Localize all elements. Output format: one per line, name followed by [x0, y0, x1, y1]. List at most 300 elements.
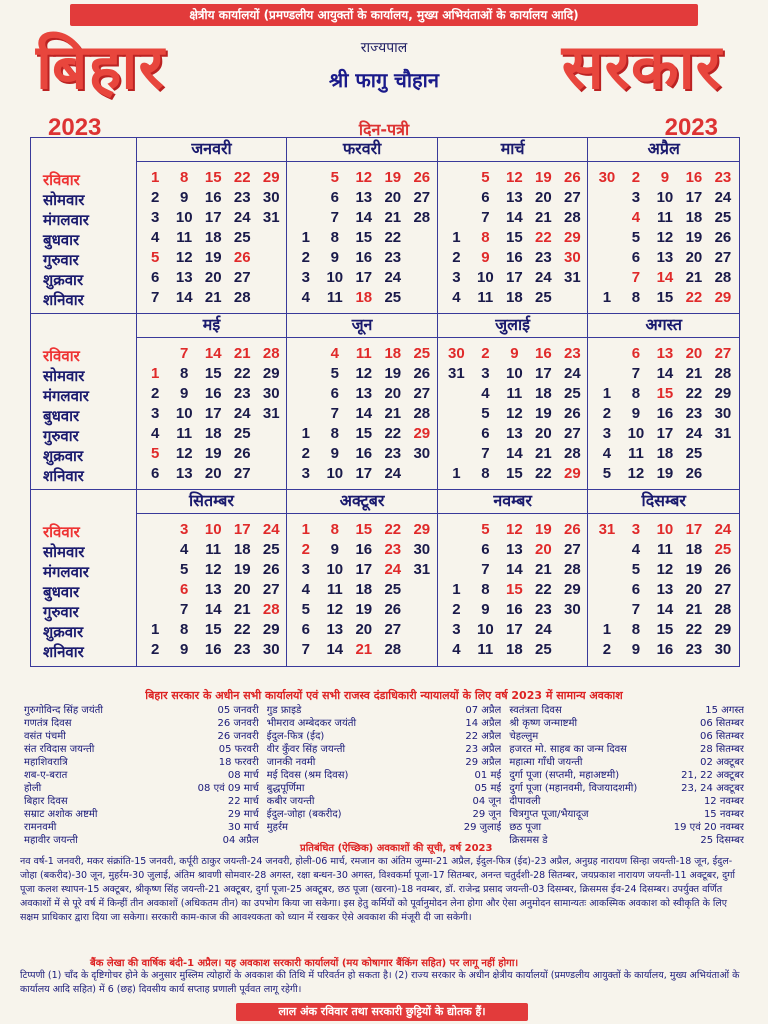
date-cell: 20	[204, 269, 222, 286]
month-name: सितम्बर	[137, 490, 287, 514]
date-cell: 9	[510, 345, 519, 362]
week-column	[529, 344, 558, 484]
date-cell: 12	[355, 169, 373, 186]
date-cell	[442, 560, 471, 580]
date-cell: 25	[685, 445, 703, 462]
date-cell: 28	[413, 209, 431, 226]
date-cell: 11	[176, 425, 193, 442]
date-cell: 26	[262, 561, 280, 578]
date-cell: 30	[564, 601, 581, 618]
date-cell: 6	[631, 249, 641, 266]
holiday-name: शब-ए-बरात	[24, 770, 68, 781]
date-cell	[257, 444, 286, 464]
week-column	[170, 344, 199, 484]
date-cell: 26	[564, 521, 581, 538]
week-column	[500, 344, 529, 484]
date-cell: 23	[564, 345, 581, 362]
date-cell: 20	[535, 425, 552, 442]
date-cell: 27	[413, 189, 431, 206]
date-cell: 17	[355, 465, 373, 482]
date-cell: 25	[384, 581, 402, 598]
header	[6, 26, 762, 144]
date-cell: 12	[506, 405, 523, 422]
date-cell	[407, 288, 436, 308]
date-cell: 4	[330, 345, 339, 362]
date-cell: 27	[262, 581, 280, 598]
date-cell: 27	[714, 345, 732, 362]
date-cell	[442, 404, 471, 424]
date-cell: 22	[685, 621, 703, 638]
date-cell	[257, 228, 286, 248]
optional-holidays-notes	[20, 855, 748, 926]
week-column	[621, 520, 650, 660]
holiday-date: 05 फरवरी	[218, 744, 259, 755]
date-cell	[708, 464, 737, 484]
date-cell: 3	[481, 365, 490, 382]
date-cell: 13	[506, 541, 523, 558]
date-cell: 5	[151, 445, 160, 462]
date-grid	[588, 162, 739, 308]
date-cell: 4	[481, 385, 490, 402]
holiday-name: श्री कृष्ण जन्माष्टमी	[509, 718, 578, 729]
holiday-name: स्वतंत्रता दिवस	[509, 705, 562, 716]
date-cell: 27	[233, 269, 251, 286]
date-cell: 28	[714, 269, 732, 286]
date-cell: 29	[262, 169, 280, 186]
holiday-row	[509, 782, 744, 795]
date-cell: 25	[535, 641, 552, 658]
date-cell: 21	[355, 641, 373, 658]
holiday-row	[509, 834, 744, 847]
date-cell: 19	[535, 405, 552, 422]
holiday-name: सम्राट अशोक अष्टमी	[24, 809, 98, 820]
date-cell: 14	[175, 289, 193, 306]
date-cell: 18	[506, 289, 523, 306]
holiday-name: गुरुगोविन्द सिंह जयंती	[24, 705, 103, 716]
date-cell: 14	[656, 269, 674, 286]
date-cell: 24	[233, 209, 251, 226]
week-column	[592, 168, 621, 308]
date-cell: 3	[602, 425, 612, 442]
date-cell: 7	[481, 445, 490, 462]
holiday-name: दुर्गा पूजा (महानवमी, विजयादशमी)	[509, 783, 638, 794]
month-panel	[588, 490, 739, 666]
notes-text: नव वर्ष-1 जनवरी, मकर संक्रांति-15 जनवरी, कर्पूरी ठाकुर जयन्ती-24 जनवरी, होली-06 मार्च, रमजान का अंतिम जुम्मा-21 अप्रैल, ईदुल-फित्र (ईद)-23 अप्रैल, अनुग्रह नारायण सिन्हा जयन्ती-18 जून, ईदुल-जोहा (बकरीद)-30 जून, मुहर्रम-30 जुलाई, अंतिम श्रावणी सोमवार-28 अगस्त, रक्षा बन्धन-30 अगस्त, विश्वकर्मा पूजा-17 सितम्बर, अनन्त चतुर्दशी-28 सितम्बर, जयप्रकाश नारायण जयन्ती-11 अक्टूबर, दुर्गा पूजा कलश स्थापन-15 अक्टूबर, श्रीकृष्ण सिंह जयन्ती-21 अक्टूबर, दुर्गा पूजा-25 अक्टूबर, छठ पूजा (खरना)-18 नवम्बर, डॉ. राजेन्द्र प्रसाद जयन्ती-03 दिसम्बर, क्रिसमस ईव-24 दिसम्बर। उपर्युक्त वर्णित अवकाशों में से पूरे वर्ष में किन्हीं तीन अवकाशों (अधिकतम तीन) का उपभोग किया जा सकेगा। इस हेतु कर्मियों को पूर्वानुमोदन लेना होगा और ऐसा अनुमोदन सामान्यतः आकस्मिक अवकाश को स्वीकृति के लिए सक्षम प्राधिकार द्वारा दिया जा सकेगा। सरकारी काम-काज की आवश्यकता को ध्यान में रखकर ऐसे अवकाश की मंजूरी दी जा सकेगी।	[20, 856, 735, 923]
date-cell: 15	[355, 229, 373, 246]
holiday-date: 02 अक्टूबर	[700, 757, 745, 768]
date-cell: 13	[506, 189, 523, 206]
date-cell: 3	[631, 521, 641, 538]
date-cell: 23	[384, 249, 402, 266]
date-cell: 29	[564, 229, 581, 246]
month-panel	[137, 314, 288, 489]
date-cell: 11	[326, 289, 343, 306]
date-cell: 23	[685, 405, 703, 422]
date-cell: 2	[602, 405, 612, 422]
date-cell: 14	[506, 445, 523, 462]
week-column	[320, 344, 349, 484]
date-cell: 7	[631, 601, 641, 618]
date-cell: 18	[204, 425, 222, 442]
holiday-row	[267, 756, 502, 769]
date-cell: 21	[204, 289, 222, 306]
week-column	[141, 344, 170, 484]
week-column	[679, 168, 708, 308]
weekday-label: सोमवार	[43, 191, 85, 209]
date-cell: 3	[151, 209, 160, 226]
date-cell: 15	[656, 621, 674, 638]
weekday-column	[31, 138, 137, 313]
holiday-date: 04 जून	[472, 796, 502, 807]
date-cell	[141, 560, 170, 580]
holiday-row	[24, 795, 259, 808]
holiday-name: रामनवमी	[24, 822, 57, 833]
date-cell: 10	[326, 269, 344, 286]
date-cell: 31	[564, 269, 581, 286]
date-cell: 16	[685, 169, 703, 186]
date-cell: 24	[535, 621, 552, 638]
date-cell: 24	[262, 521, 280, 538]
date-cell: 15	[506, 465, 523, 482]
date-cell	[592, 188, 621, 208]
week-column	[141, 168, 170, 308]
date-cell: 12	[204, 561, 222, 578]
date-cell: 19	[204, 445, 222, 462]
date-cell	[141, 520, 170, 540]
week-column	[592, 520, 621, 660]
date-cell: 12	[656, 561, 674, 578]
holiday-name: क्रिसमस डे	[509, 835, 548, 846]
holiday-row	[509, 769, 744, 782]
date-cell: 18	[233, 541, 251, 558]
date-cell: 9	[481, 601, 490, 618]
date-cell: 18	[355, 289, 373, 306]
holiday-column	[505, 704, 748, 847]
date-cell: 14	[506, 209, 523, 226]
holiday-date: 29 मार्च	[227, 809, 259, 820]
date-cell: 4	[631, 209, 641, 226]
date-cell: 26	[233, 249, 251, 266]
week-column	[257, 520, 286, 660]
date-cell: 1	[452, 229, 461, 246]
holiday-date: 08 एवं 09 मार्च	[197, 783, 259, 794]
date-cell: 10	[326, 465, 344, 482]
date-grid	[287, 338, 437, 484]
holiday-row	[24, 717, 259, 730]
holiday-name: चेहल्लुम	[509, 731, 539, 742]
date-cell: 5	[481, 169, 490, 186]
date-cell: 1	[452, 581, 461, 598]
month-panel	[137, 490, 288, 666]
date-cell: 2	[151, 641, 160, 658]
date-cell: 25	[233, 229, 251, 246]
date-cell: 29	[564, 465, 581, 482]
date-cell: 1	[301, 425, 310, 442]
date-cell: 26	[413, 169, 431, 186]
date-cell: 20	[535, 189, 552, 206]
date-cell: 22	[535, 465, 552, 482]
date-grid	[137, 162, 287, 308]
holiday-row	[267, 795, 502, 808]
date-cell: 31	[262, 209, 280, 226]
date-cell: 8	[631, 385, 641, 402]
date-cell: 17	[685, 189, 703, 206]
week-column	[592, 344, 621, 484]
date-cell: 13	[355, 385, 373, 402]
holiday-name: गणतंत्र दिवस	[24, 718, 72, 729]
date-cell	[291, 344, 320, 364]
date-cell	[592, 208, 621, 228]
date-cell: 2	[452, 249, 461, 266]
date-cell: 21	[685, 601, 703, 618]
date-cell: 18	[656, 445, 674, 462]
holiday-name: ईदुल-जोहा (बकरीद)	[266, 809, 342, 820]
date-cell: 2	[452, 601, 461, 618]
date-cell: 6	[481, 541, 490, 558]
date-cell: 21	[535, 561, 552, 578]
date-cell	[708, 444, 737, 464]
date-cell: 4	[452, 641, 461, 658]
holiday-name: कबीर जयन्ती	[266, 796, 315, 807]
week-column	[170, 168, 199, 308]
date-cell: 26	[685, 465, 703, 482]
date-cell: 12	[175, 445, 193, 462]
week-column	[228, 520, 257, 660]
date-cell	[442, 384, 471, 404]
holidays-title: बिहार सरकार के अधीन सभी कार्यालयों एवं सभी राजस्व दंडाधिकारी न्यायालयों के लिए वर्ष 2023 में सामान्य अवकाश	[145, 689, 623, 702]
date-cell: 29	[564, 581, 581, 598]
week-column	[257, 344, 286, 484]
holiday-name: मई दिवस (श्रम दिवस)	[266, 770, 349, 781]
date-cell: 23	[535, 249, 552, 266]
top-banner: क्षेत्रीय कार्यालयों (प्रमण्डलीय आयुक्तों के कार्यालय, मुख्य अभियंताओं के कार्यालय आदि)	[70, 4, 698, 26]
date-cell: 4	[631, 541, 641, 558]
date-cell: 24	[233, 405, 251, 422]
date-cell: 5	[301, 601, 310, 618]
date-cell	[407, 248, 436, 268]
date-cell: 28	[714, 601, 732, 618]
date-cell: 23	[714, 169, 732, 186]
date-cell	[257, 248, 286, 268]
holiday-name: वीर कुँवर सिंह जयन्ती	[266, 744, 346, 755]
date-cell	[592, 540, 621, 560]
date-cell: 4	[151, 425, 160, 442]
date-cell: 22	[384, 521, 402, 538]
week-column	[442, 520, 471, 660]
week-column	[558, 520, 587, 660]
date-cell: 15	[355, 425, 373, 442]
date-cell: 11	[628, 445, 644, 462]
weekday-label: मंगलवार	[43, 563, 89, 581]
holiday-row	[267, 717, 502, 730]
date-cell: 11	[355, 345, 372, 362]
date-cell: 9	[330, 541, 339, 558]
date-cell: 2	[301, 445, 310, 462]
week-column	[558, 168, 587, 308]
week-column	[199, 520, 228, 660]
calendar-block	[31, 490, 739, 666]
holiday-date: 12 नवम्बर	[703, 796, 745, 807]
month-name: जून	[287, 314, 437, 338]
holiday-name: वसंत पंचमी	[24, 731, 66, 742]
date-cell: 7	[481, 209, 490, 226]
governor-name: श्री फागु चौहान	[329, 68, 439, 92]
weekday-label: रविवार	[43, 171, 80, 189]
holiday-date: 05 मई	[474, 783, 502, 794]
date-cell: 12	[506, 169, 523, 186]
date-cell: 7	[631, 269, 641, 286]
date-cell: 17	[233, 521, 251, 538]
holiday-name: गुड फ्राइडे	[266, 705, 302, 716]
date-cell: 9	[660, 169, 670, 186]
date-cell: 21	[384, 209, 402, 226]
date-cell: 10	[175, 405, 193, 422]
weekday-label: गुरुवार	[43, 603, 79, 621]
date-cell: 25	[262, 541, 280, 558]
holiday-row	[24, 782, 259, 795]
date-cell: 20	[384, 189, 402, 206]
date-cell: 25	[233, 425, 251, 442]
date-cell: 9	[330, 445, 339, 462]
date-cell: 18	[685, 541, 703, 558]
week-column	[291, 520, 320, 660]
date-cell: 20	[535, 541, 552, 558]
date-cell: 28	[564, 209, 581, 226]
date-cell: 10	[656, 189, 674, 206]
month-panel	[137, 138, 288, 313]
holiday-name: मुहर्रम	[266, 822, 289, 833]
date-cell: 13	[656, 249, 674, 266]
date-cell: 2	[151, 385, 160, 402]
date-cell: 19	[685, 229, 703, 246]
holiday-list	[20, 704, 748, 847]
holiday-date: 19 एवं 20 नवम्बर	[673, 822, 745, 833]
date-cell	[442, 424, 471, 444]
date-cell: 13	[175, 269, 193, 286]
holiday-row	[267, 730, 502, 743]
date-cell: 17	[656, 425, 674, 442]
date-cell: 30	[598, 169, 616, 186]
holiday-row	[24, 769, 259, 782]
holiday-name: महाशिवरात्रि	[24, 757, 68, 768]
date-cell: 28	[262, 601, 280, 618]
date-cell: 17	[535, 365, 552, 382]
date-cell	[257, 424, 286, 444]
date-cell: 5	[481, 521, 490, 538]
date-cell: 20	[204, 465, 222, 482]
date-cell: 8	[180, 621, 189, 638]
date-cell: 6	[330, 385, 339, 402]
date-cell: 8	[180, 169, 189, 186]
date-cell: 6	[631, 581, 641, 598]
date-cell: 19	[384, 169, 402, 186]
date-cell	[407, 580, 436, 600]
date-cell: 21	[233, 345, 251, 362]
weekday-label: शनिवार	[43, 467, 84, 485]
date-cell: 14	[355, 209, 373, 226]
date-cell: 10	[477, 269, 494, 286]
date-cell: 16	[535, 345, 552, 362]
weekday-column	[31, 490, 137, 666]
date-cell: 2	[631, 169, 641, 186]
date-cell: 29	[714, 385, 732, 402]
week-column	[621, 168, 650, 308]
date-cell: 8	[631, 289, 641, 306]
weekday-label: बुधवार	[43, 583, 80, 601]
week-column	[378, 168, 407, 308]
date-cell: 30	[448, 345, 465, 362]
date-cell: 8	[481, 465, 490, 482]
date-cell: 6	[330, 189, 339, 206]
date-cell: 21	[685, 365, 703, 382]
holiday-row	[24, 730, 259, 743]
date-cell: 15	[656, 289, 674, 306]
holiday-date: 26 जनवरी	[217, 718, 259, 729]
date-cell: 1	[602, 621, 612, 638]
date-cell: 29	[262, 365, 280, 382]
holiday-date: 28 सितम्बर	[700, 744, 745, 755]
date-cell: 24	[384, 269, 402, 286]
date-cell: 8	[481, 581, 490, 598]
holiday-name: बिहार दिवस	[24, 796, 68, 807]
date-cell: 25	[535, 289, 552, 306]
week-column	[378, 344, 407, 484]
date-cell: 20	[685, 345, 703, 362]
holiday-date: 29 जुलाई	[463, 822, 502, 833]
date-cell: 6	[180, 581, 189, 598]
date-cell: 4	[602, 445, 612, 462]
week-column	[708, 520, 737, 660]
date-cell: 11	[657, 541, 673, 558]
week-column	[621, 344, 650, 484]
date-cell	[291, 384, 320, 404]
holiday-date: 14 अप्रैल	[465, 718, 502, 729]
holiday-date: 23, 24 अक्टूबर	[681, 783, 745, 794]
date-cell: 12	[506, 521, 523, 538]
date-cell: 31	[262, 405, 280, 422]
date-cell: 6	[631, 345, 641, 362]
calendar-word: दिन-पत्री	[358, 120, 410, 139]
date-cell: 20	[233, 581, 251, 598]
date-cell: 21	[535, 209, 552, 226]
month-panel	[287, 138, 438, 313]
date-cell: 21	[685, 269, 703, 286]
weekday-label: रविवार	[43, 347, 80, 365]
date-grid	[588, 338, 739, 484]
date-cell: 14	[204, 345, 222, 362]
week-column	[407, 520, 436, 660]
date-cell: 16	[355, 249, 373, 266]
month-panel	[287, 490, 438, 666]
bank-note: बैंक लेखा की वार्षिक बंदी-1 अप्रैल। यह अवकाश सरकारी कार्यालयों (मय कोषागार बैंकिंग सहित) पर लागू नहीं होगा।	[90, 958, 519, 969]
holiday-date: 22 अप्रैल	[465, 731, 502, 742]
month-name: जुलाई	[438, 314, 588, 338]
holiday-row	[509, 704, 744, 717]
date-cell: 17	[204, 405, 222, 422]
date-cell: 19	[685, 561, 703, 578]
date-cell	[592, 248, 621, 268]
month-panel	[588, 314, 739, 489]
date-cell: 28	[233, 289, 251, 306]
week-column	[291, 344, 320, 484]
date-cell	[407, 464, 436, 484]
date-cell: 5	[180, 561, 189, 578]
month-name: फरवरी	[287, 138, 437, 162]
week-column	[228, 344, 257, 484]
holiday-date: 06 सितम्बर	[700, 718, 745, 729]
date-cell: 3	[180, 521, 189, 538]
date-cell: 7	[151, 289, 160, 306]
